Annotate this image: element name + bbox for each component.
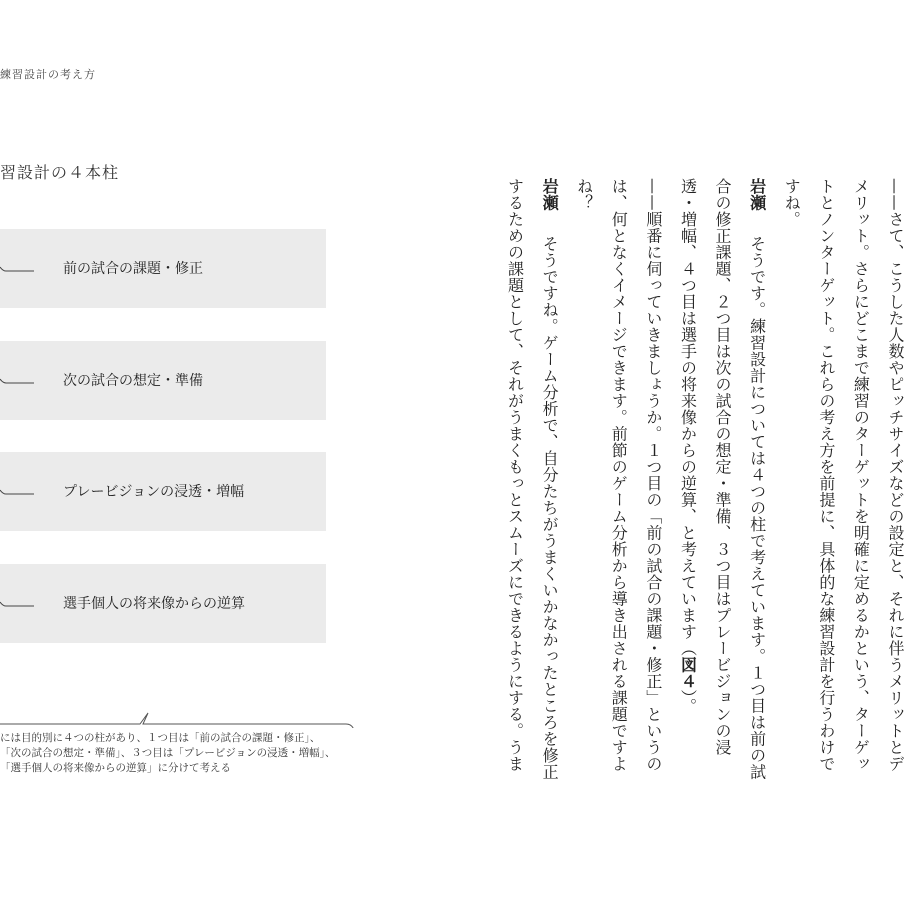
- caption-line: 「選手個人の将来像からの逆算」に分けて考える: [0, 762, 231, 774]
- speaker-name: 岩瀬: [540, 178, 560, 211]
- connector-arrow-icon: [0, 378, 36, 384]
- pillar-label: プレービジョンの浸透・増幅: [63, 484, 245, 500]
- figure-caption: [0, 731, 360, 776]
- running-header: 練習設計の考え方: [0, 68, 96, 81]
- pillar-label: 選手個人の将来像からの逆算: [63, 596, 245, 612]
- caption-frame-line: [0, 704, 360, 728]
- vertical-body-text: [505, 178, 912, 788]
- speaker-name: 岩瀬: [747, 178, 767, 211]
- answer-text: そうですね。ゲーム分析で、自分たちがうまくいかなかったところを修正するための課題として、それがうまくもっとスムーズにできるようにする。うま: [505, 178, 560, 780]
- pillar-4: [0, 564, 326, 643]
- pillar-label: 前の試合の課題・修正: [63, 261, 203, 277]
- figure-reference: 図４: [678, 656, 698, 690]
- answer-paragraph: [670, 178, 774, 788]
- answer-text-end: ）。: [678, 689, 698, 715]
- pillar-label: 次の試合の想定・準備: [63, 373, 203, 389]
- caption-line: には目的別に４つの柱があり、１つ目は「前の試合の課題・修正」、: [0, 732, 321, 744]
- figure-title: 習設計の４本柱: [0, 163, 120, 182]
- connector-arrow-icon: [0, 489, 36, 495]
- pillar-1: [0, 229, 326, 308]
- interviewer-question: ——さて、こうした人数やピッチサイズなどの設定と、それに伴うメリットとデメリット。さらにどこまで練習のターゲットを明確に定めるかという、ターゲットとノンターゲット。これらの考え方を前提に、具体的な練習設計を行うわけですね。: [782, 178, 905, 772]
- answer-paragraph: [497, 178, 566, 788]
- pillar-2: [0, 341, 326, 420]
- interviewer-question: ——順番に伺っていきましょうか。１つ目の「前の試合の課題・修正」というのは、何となくイメージできます。前節のゲーム分析から導き出される課題ですよね？: [574, 178, 663, 772]
- pillar-3: [0, 452, 326, 531]
- caption-line: 「次の試合の想定・準備」、３つ目は「プレービジョンの浸透・増幅」、: [0, 747, 336, 759]
- connector-arrow-icon: [0, 601, 36, 607]
- connector-arrow-icon: [0, 266, 36, 272]
- answer-text: そうです。練習設計については４つの柱で考えています。１つ目は前の試合の修正課題、２つ目は次の試合の想定・準備、３つ目はプレービジョンの浸透・増幅、４つ目は選手の将来像からの逆算、と考えています（: [678, 178, 767, 780]
